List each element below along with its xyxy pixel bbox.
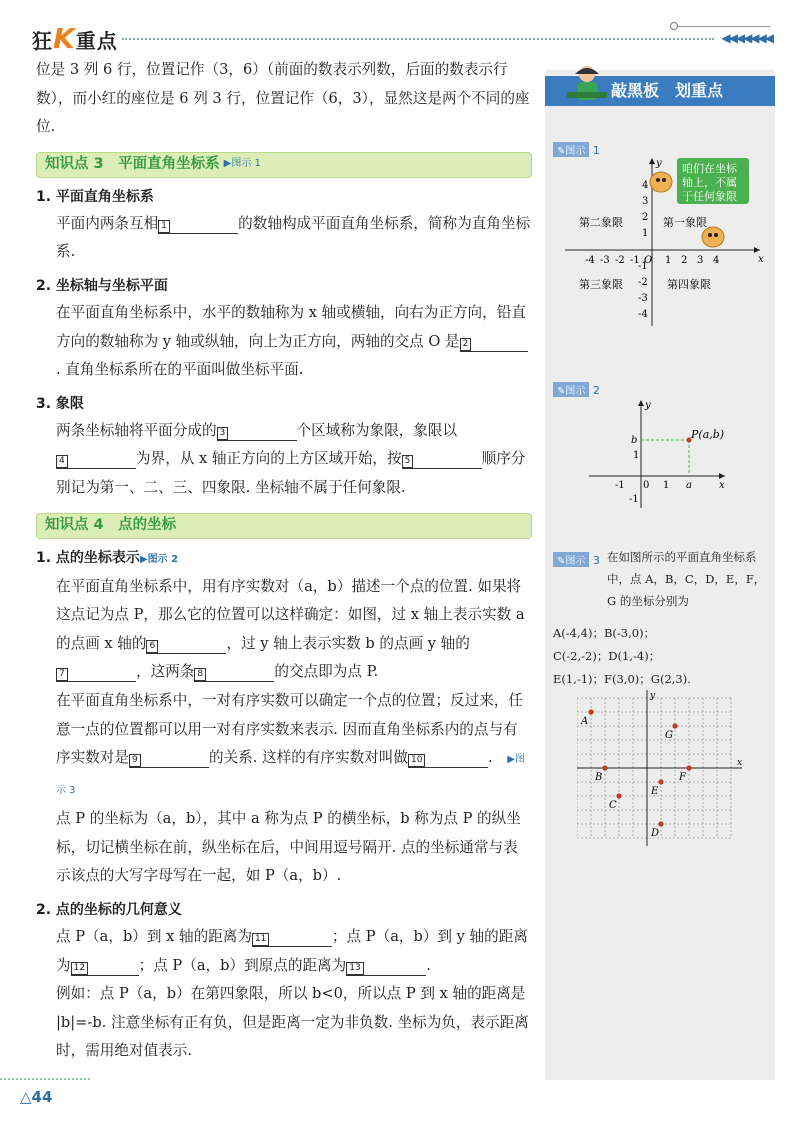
- figure-1-label: ✎图示 1: [553, 142, 600, 157]
- svg-text:2: 2: [642, 212, 649, 223]
- intro-paragraph: 位是 3 列 6 行，位置记作（3，6）（前面的数表示列数，后面的数表示行数），而小红的座位是 6 列 3 行，位置记作（6，3），显然这是两个不同的座位.: [36, 61, 530, 136]
- svg-text:O: O: [644, 255, 653, 266]
- figure-3-grid: [577, 690, 747, 848]
- svg-text:x: x: [758, 254, 764, 265]
- svg-text:1: 1: [663, 480, 670, 491]
- figure-3-label: ✎图示 3: [553, 552, 600, 567]
- student-icon: [565, 62, 609, 106]
- p1-figure-ref: ▶图示 2: [139, 553, 179, 565]
- header-arrows-icon: ◀◀◀◀◀◀◀: [721, 31, 772, 45]
- svg-text:咱们在坐标: 咱们在坐标: [682, 162, 737, 175]
- blank-10[interactable]: 10: [408, 750, 488, 768]
- svg-text:b: b: [631, 435, 638, 446]
- svg-text:-4: -4: [585, 255, 595, 266]
- cartoon-character-icon: [650, 172, 672, 192]
- svg-text:-2: -2: [615, 255, 625, 266]
- point-D: [658, 821, 663, 826]
- svg-text:y: y: [650, 691, 656, 701]
- cartoon-character-icon-2: [702, 227, 724, 247]
- main-column: [36, 56, 532, 1066]
- point-1-text-2: 在平面直角坐标系中，一对有序实数可以确定一个点的位置；反过来，任意一点的位置都可以用一对有序实数来表示. 因而直角坐标系内的点与有序实数对是 9 的关系. 这样的有序实数对叫做 10 . ▶图示 3: [56, 691, 525, 796]
- blank-9[interactable]: 9: [129, 750, 209, 768]
- header-ring-icon: [670, 22, 678, 30]
- kp3-figure-ref: ▶图示 1: [223, 158, 261, 170]
- section-3-text: 两条坐标轴将平面分成的 3 个区域称为象限，象限以4 为界，从 x 轴正方向的上方区域开始，按 5 顺序分别记为第一、二、三、四象限. 坐标轴不属于任何象限.: [56, 421, 526, 496]
- svg-text:x: x: [737, 758, 743, 768]
- svg-text:x: x: [719, 480, 725, 491]
- svg-text:-1: -1: [629, 494, 639, 505]
- svg-text:-3: -3: [638, 293, 648, 304]
- point-G: [672, 723, 677, 728]
- blank-11[interactable]: 11: [252, 929, 332, 947]
- figure-1-quadrants: [555, 154, 770, 329]
- svg-text:2: 2: [681, 255, 688, 266]
- point-label-A: A: [581, 716, 589, 727]
- svg-text:3: 3: [697, 255, 704, 266]
- point-1-heading: 1. 点的坐标表示▶图示 2: [36, 549, 179, 566]
- svg-text:0: 0: [643, 480, 650, 491]
- fig1-x-ticks: [585, 255, 719, 266]
- point-label-E: E: [651, 786, 659, 797]
- point-label-G: G: [665, 730, 673, 741]
- svg-text:-4: -4: [638, 309, 648, 320]
- blank-12[interactable]: 12: [71, 958, 139, 976]
- svg-text:于任何象限: 于任何象限: [682, 190, 737, 203]
- knowledge-point-3-banner: [36, 152, 532, 178]
- svg-text:1: 1: [633, 450, 640, 461]
- blank-6[interactable]: 6: [146, 636, 226, 654]
- point-label-F: F: [679, 772, 686, 783]
- point-label-D: D: [651, 828, 660, 839]
- figure-3-coords-3: E(1,-1)；F(3,0)；G(2,3).: [553, 672, 691, 686]
- blank-5[interactable]: 5: [402, 451, 482, 469]
- blank-3[interactable]: 3: [217, 423, 297, 441]
- sidebar-panel: [545, 70, 775, 1080]
- point-1-text: 在平面直角坐标系中，用有序实数对（a，b）描述一个点的位置. 如果将这点记为点 P，那么它的位置可以这样确定：如图，过 x 轴上表示实数 a 的点画 x 轴的 6 ，过 y 轴上表示实数 b 的点画 y 轴的7 ，这两条 8 的交点即为点 P.: [56, 577, 525, 681]
- svg-text:4: 4: [642, 180, 649, 191]
- point-label-C: C: [609, 800, 617, 811]
- section-1-heading: 1. 平面直角坐标系: [36, 188, 154, 205]
- point-2-example: 例如：点 P（a，b）在第四象限，所以 b<0，所以点 P 到 x 轴的距离是 |b|=-b. 注意坐标有正有负，但是距离一定为非负数. 坐标为负，表示距离时，需用绝对值表示.: [56, 985, 529, 1060]
- svg-text:4: 4: [713, 255, 720, 266]
- blank-2[interactable]: 2: [460, 334, 528, 352]
- figure-3-coords-1: A(-4,4)；B(-3,0)；: [553, 626, 656, 640]
- figure-3-coords-2: C(-2,-2)；D(1,-4)；: [553, 649, 661, 663]
- quadrant-1-label: 第一象限: [663, 216, 707, 229]
- knowledge-point-4-banner: [36, 513, 532, 539]
- svg-text:y: y: [656, 158, 662, 169]
- point-F: [686, 765, 691, 770]
- blank-7[interactable]: 7: [56, 664, 136, 682]
- blank-13[interactable]: 13: [346, 958, 426, 976]
- blank-1[interactable]: 1: [158, 216, 238, 234]
- svg-text:1: 1: [665, 255, 672, 266]
- section-2-text: 在平面直角坐标系中，水平的数轴称为 x 轴或横轴，向右为正方向，铅直方向的数轴称为 y 轴或纵轴，向上为正方向，两轴的交点 O 是 2. 直角坐标系所在的平面叫做坐标平面.: [56, 303, 526, 379]
- svg-text:P(a,b): P(a,b): [691, 428, 725, 441]
- blank-4[interactable]: 4: [56, 451, 136, 469]
- header-line: [678, 26, 770, 27]
- quadrant-4-label: 第四象限: [667, 278, 711, 291]
- svg-text:-3: -3: [600, 255, 610, 266]
- section-1-text: 平面内两条互相 1 的数轴构成平面直角坐标系，简称为直角坐标系.: [56, 214, 531, 261]
- kp3-title: 知识点 3 平面直角坐标系: [45, 156, 220, 173]
- quadrant-3-label: 第三象限: [579, 278, 623, 291]
- point-1-text-3: 点 P 的坐标为（a，b），其中 a 称为点 P 的横坐标，b 称为点 P 的纵坐标，切记横坐标在前，纵坐标在后，中间用逗号隔开. 点的坐标通常与表示该点的大写字母写在一起，如 P（a，b）.: [56, 810, 521, 885]
- blank-8[interactable]: 8: [194, 664, 274, 682]
- p1-figure3-ref: ▶图示 3: [56, 754, 525, 796]
- point-label-B: B: [595, 772, 603, 783]
- point-E: [658, 779, 663, 784]
- kp4-title: 知识点 4 点的坐标: [45, 517, 177, 534]
- page-number: △44: [20, 1088, 53, 1106]
- figure-2-point-p: [585, 398, 735, 513]
- point-2-text: 点 P（a，b）到 x 轴的距离为 11 ；点 P（a，b）到 y 轴的距离为 12 ；点 P（a，b）到原点的距离为 13 .: [56, 928, 528, 974]
- point-2-heading: 2. 点的坐标的几何意义: [36, 902, 182, 919]
- point-A: [588, 709, 593, 714]
- svg-text:-1: -1: [638, 261, 648, 272]
- point-C: [616, 793, 621, 798]
- footer-dotted-rule: [0, 1078, 90, 1080]
- svg-text:3: 3: [642, 196, 649, 207]
- svg-text:-2: -2: [638, 277, 648, 288]
- header-dotted-rule: [122, 38, 714, 40]
- point-B: [602, 765, 607, 770]
- svg-text:a: a: [686, 480, 692, 491]
- svg-text:y: y: [645, 400, 651, 411]
- svg-text:-1: -1: [630, 255, 640, 266]
- figure-3-intro: 在如图所示的平面直角坐标系中，点 A，B，C，D，E，F，G 的坐标分别为: [607, 550, 766, 608]
- svg-text:1: 1: [642, 228, 649, 239]
- figure-2-label: ✎图示 2: [553, 382, 600, 397]
- section-3-heading: 3. 象限: [36, 395, 84, 412]
- svg-text:轴上，不属: 轴上，不属: [682, 176, 737, 189]
- quadrant-2-label: 第二象限: [579, 216, 623, 229]
- series-logo: 狂K重点: [32, 22, 118, 55]
- section-2-heading: 2. 坐标轴与坐标平面: [36, 277, 168, 294]
- sidebar-title-bar: 敲黑板 划重点: [545, 76, 775, 106]
- svg-text:-1: -1: [615, 480, 625, 491]
